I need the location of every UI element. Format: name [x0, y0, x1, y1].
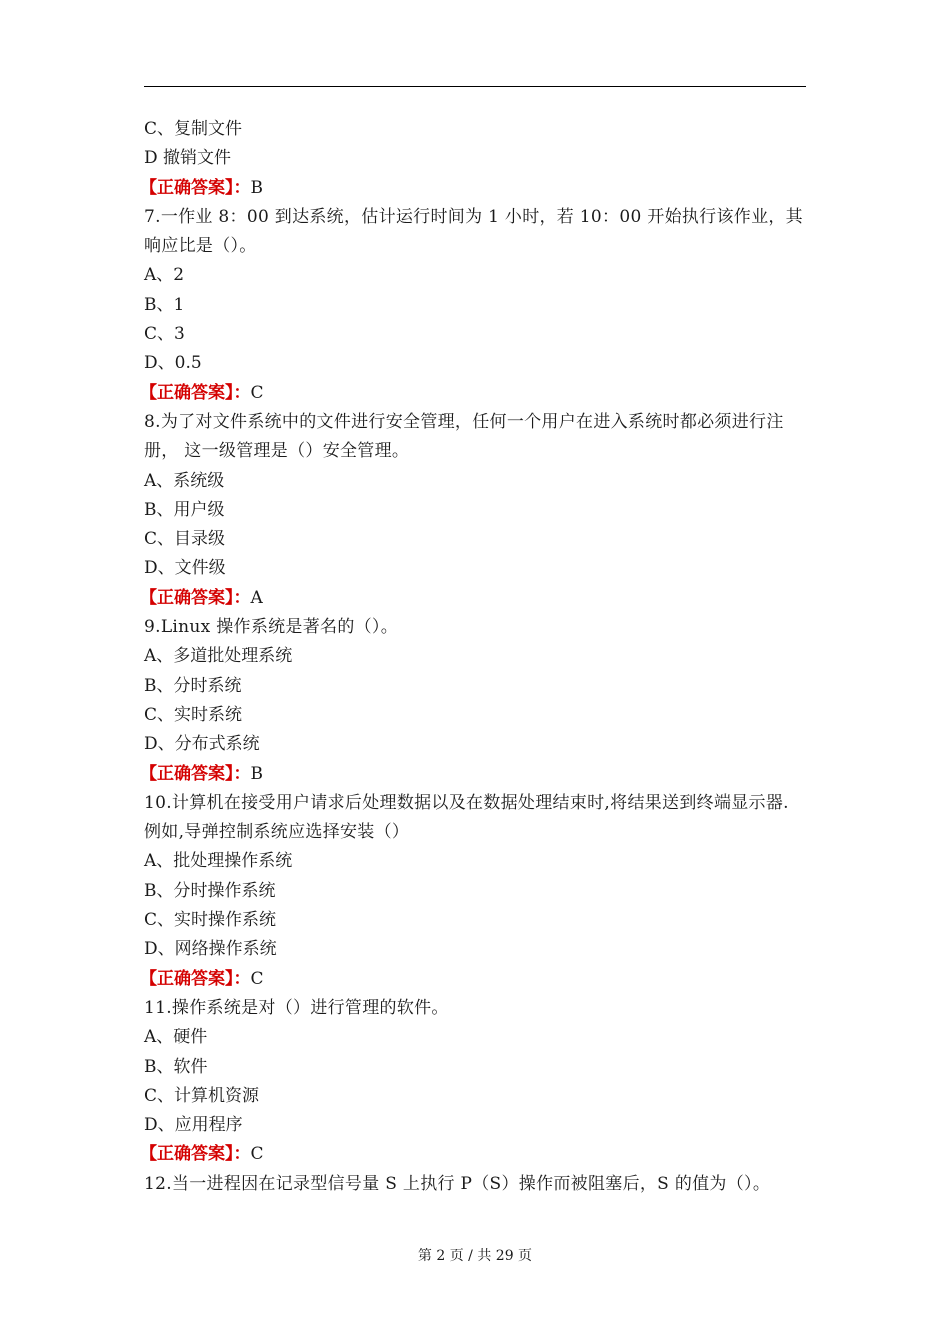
answer-line — [140, 379, 806, 408]
answer-label: 【正确答案】： — [140, 968, 251, 989]
answer-line — [140, 174, 806, 203]
option: C、目录级 — [144, 529, 226, 550]
option: B、用户级 — [144, 499, 225, 520]
answer-label: 【正确答案】： — [140, 763, 251, 784]
answer-value: B — [250, 177, 263, 198]
answer-line — [140, 760, 806, 789]
answer-value: B — [250, 763, 263, 784]
option: C、复制文件 — [144, 119, 243, 139]
answer-label: 【正确答案】： — [140, 177, 251, 198]
page-footer: 第 2 页 / 共 29 页 — [417, 1248, 533, 1264]
option: D、应用程序 — [144, 1115, 243, 1136]
option: B、1 — [144, 294, 185, 315]
option: D 撤销文件 — [144, 148, 232, 169]
option: A、系统级 — [144, 470, 225, 491]
option: A、批处理操作系统 — [144, 851, 293, 872]
option: D、0.5 — [144, 353, 202, 374]
option: B、分时操作系统 — [144, 880, 276, 901]
answer-label: 【正确答案】： — [140, 1144, 251, 1165]
answer-line — [140, 1140, 806, 1169]
header-rule — [144, 86, 806, 87]
question-stem: 9.Linux 操作系统是著名的（）。 — [144, 617, 399, 638]
question-stem: 10.计算机在接受用户请求后处理数据以及在数据处理结束时,将结果送到终端显示器.例如,导弹控制系统应选择安装（） — [144, 792, 789, 843]
option: C、3 — [144, 324, 185, 345]
option: D、网络操作系统 — [144, 939, 277, 960]
option: C、实时操作系统 — [144, 910, 277, 931]
option: D、文件级 — [144, 558, 226, 579]
option: C、实时系统 — [144, 704, 243, 725]
question-stem: 11.操作系统是对（）进行管理的软件。 — [144, 997, 449, 1018]
answer-label: 【正确答案】： — [140, 587, 251, 608]
answer-line — [140, 965, 806, 994]
answer-line — [140, 584, 806, 613]
answer-label: 【正确答案】： — [140, 382, 251, 403]
option: A、2 — [144, 265, 185, 286]
question-stem: 12.当一进程因在记录型信号量 S 上执行 P（S）操作而被阻塞后，S 的值为（）。 — [144, 1173, 771, 1194]
option: A、多道批处理系统 — [144, 646, 293, 667]
option: B、软件 — [144, 1056, 208, 1077]
option: A、硬件 — [144, 1027, 208, 1048]
answer-value: C — [250, 1144, 264, 1165]
question-stem: 8.为了对文件系统中的文件进行安全管理，任何一个用户在进入系统时都必须进行注册， 这一级管理是（）安全管理。 — [144, 411, 784, 462]
answer-value: C — [250, 968, 264, 989]
answer-value: C — [250, 382, 264, 403]
option: D、分布式系统 — [144, 734, 260, 755]
option: B、分时系统 — [144, 675, 242, 696]
question-stem: 7.一作业 8：00 到达系统，估计运行时间为 1 小时，若 10：00 开始执行该作业，其响应比是（）。 — [144, 206, 803, 257]
page-content — [140, 115, 806, 1199]
answer-value: A — [250, 587, 263, 608]
option: C、计算机资源 — [144, 1085, 260, 1106]
